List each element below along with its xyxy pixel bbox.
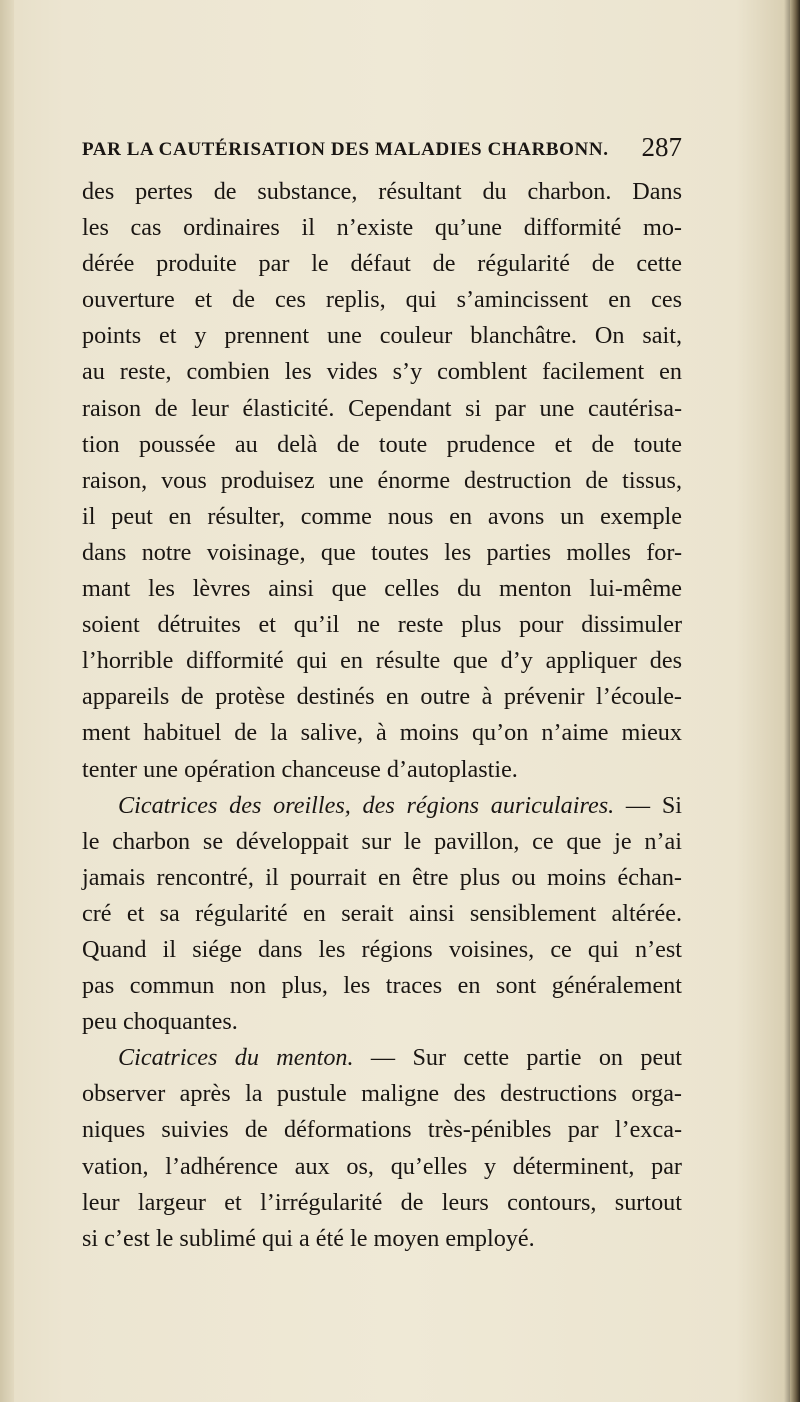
paragraph-1 [82, 174, 682, 788]
text-line: pas commun non plus, les traces en sont généralement [82, 972, 682, 1000]
text-line: tenter une opération chanceuse d’autoplastie. [82, 755, 518, 783]
page-header [82, 132, 682, 167]
text-line: points et y prennent une couleur blanchâtre. On sait, [82, 322, 682, 350]
paragraph-3 [82, 1040, 682, 1257]
section-heading-ears: Cicatrices des oreilles, des régions auriculaires. [118, 791, 615, 819]
text-fragment: — Sur cette partie on peut [370, 1044, 683, 1072]
text-fragment: — Si [625, 791, 683, 819]
text-line: si c’est le sublimé qui a été le moyen employé. [82, 1224, 535, 1252]
text-line: le charbon se développait sur le pavillon, ce que je n’ai [82, 827, 682, 855]
page-edge [790, 0, 800, 1402]
text-line [82, 1040, 682, 1076]
text-line: niques suivies de déformations très-pénibles par l’exca- [82, 1116, 682, 1144]
text-line: ouverture et de ces replis, qui s’amincissent en ces [82, 286, 682, 314]
text-line: mant les lèvres ainsi que celles du menton lui-même [82, 575, 682, 603]
text-line: raison, vous produisez une énorme destruction de tissus, [82, 466, 682, 494]
text-line: ment habituel de la salive, à moins qu’on n’aime mieux [82, 719, 682, 747]
text-line: tion poussée au delà de toute prudence et de toute [82, 430, 682, 458]
page-gutter-shadow [0, 0, 14, 1402]
paragraph-2 [82, 788, 682, 1041]
text-line: les cas ordinaires il n’existe qu’une difformité mo- [82, 214, 682, 242]
page-number: 287 [641, 132, 682, 162]
text-line: Quand il siége dans les régions voisines, ce qui n’est [82, 935, 682, 963]
body-text [82, 174, 682, 1257]
text-line: appareils de protèse destinés en outre à prévenir l’écoule- [82, 683, 682, 711]
text-line [82, 788, 682, 824]
text-line: des pertes de substance, résultant du charbon. Dans [82, 178, 682, 205]
text-line: l’horrible difformité qui en résulte que d’y appliquer des [82, 647, 682, 675]
text-line: il peut en résulter, comme nous en avons un exemple [82, 502, 682, 530]
text-line: cré et sa régularité en serait ainsi sensiblement altérée. [82, 899, 682, 927]
text-line: vation, l’adhérence aux os, qu’elles y déterminent, par [82, 1152, 682, 1180]
text-line: jamais rencontré, il pourrait en être plus ou moins échan- [82, 863, 682, 891]
text-line: au reste, combien les vides s’y comblent facilement en [82, 358, 682, 386]
text-line: observer après la pustule maligne des destructions orga- [82, 1080, 682, 1108]
text-line: leur largeur et l’irrégularité de leurs contours, surtout [82, 1188, 682, 1216]
text-line: soient détruites et qu’il ne reste plus pour dissimuler [82, 611, 682, 639]
text-line: dans notre voisinage, que toutes les parties molles for- [82, 538, 682, 566]
text-line: dérée produite par le défaut de régularité de cette [82, 250, 682, 278]
running-title: PAR LA CAUTÉRISATION DES MALADIES CHARBONN. [82, 139, 609, 160]
section-heading-chin: Cicatrices du menton. [118, 1044, 354, 1072]
text-line: raison de leur élasticité. Cependant si par une cautérisa- [82, 394, 682, 422]
text-line: peu choquantes. [82, 1008, 238, 1036]
